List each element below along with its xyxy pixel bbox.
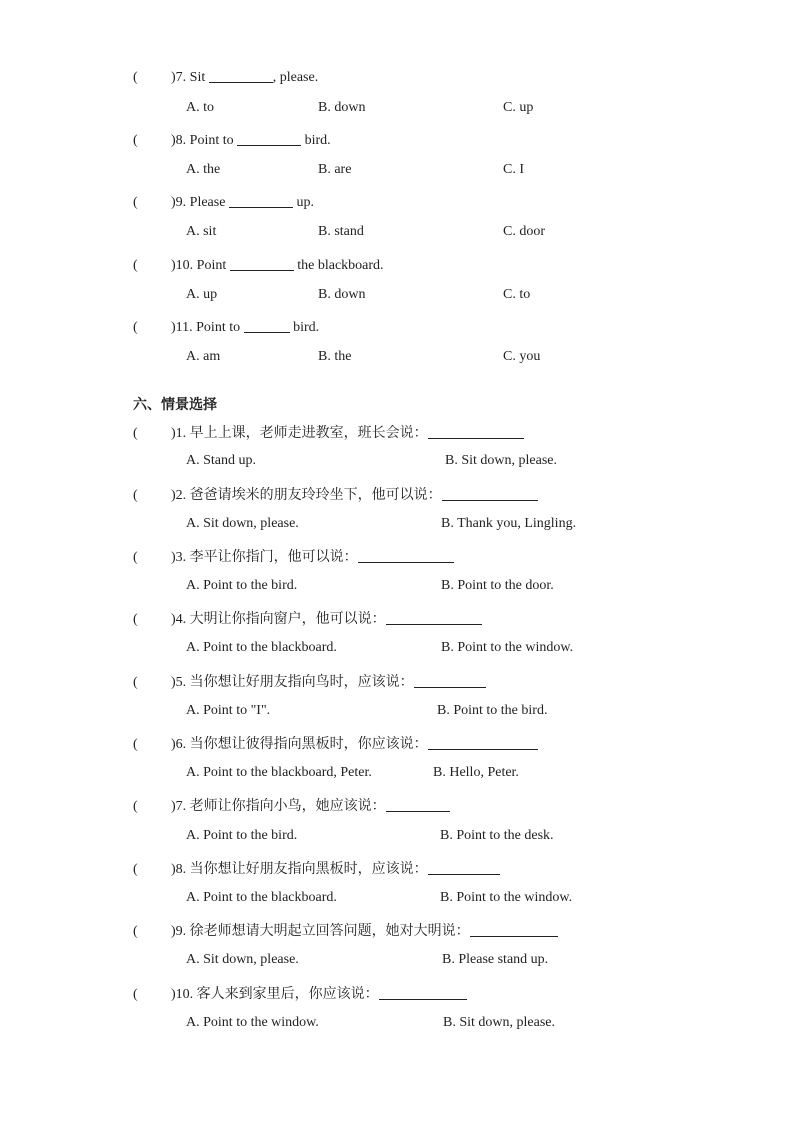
question-stem: [133, 858, 500, 878]
option-b[interactable]: B. down: [318, 287, 366, 302]
answer-blank[interactable]: [386, 610, 482, 625]
question-text: 早上上课，老师走进教室，班长会说：: [189, 426, 428, 441]
question-number: )4.: [171, 612, 187, 627]
question-text: 爸爸请埃米的朋友玲玲坐下，他可以说：: [189, 488, 442, 503]
answer-blank[interactable]: [428, 424, 524, 439]
question-stem: [133, 422, 524, 442]
answer-paren[interactable]: (: [133, 737, 138, 752]
answer-blank[interactable]: [470, 922, 558, 937]
question-text: 当你想让彼得指向黑板时，你应该说：: [189, 737, 428, 752]
answer-blank[interactable]: [379, 985, 467, 1000]
option-a[interactable]: A. Point to the blackboard, Peter.: [186, 765, 372, 780]
option-b[interactable]: B. Hello, Peter.: [433, 765, 519, 780]
question-tail: bird.: [293, 320, 320, 335]
question-number: )8.: [171, 862, 187, 877]
question-number: )9. Please: [171, 195, 226, 210]
answer-paren[interactable]: (: [133, 924, 138, 939]
question-stem: [133, 920, 558, 940]
question-text: 大明让你指向窗户，他可以说：: [189, 612, 386, 627]
question-text: 当你想让好朋友指向鸟时，应该说：: [189, 675, 414, 690]
option-c[interactable]: C. I: [503, 162, 524, 177]
option-a[interactable]: A. Sit down, please.: [186, 952, 299, 967]
question-stem: [133, 795, 450, 815]
option-b[interactable]: B. Thank you, Lingling.: [441, 516, 577, 531]
option-a[interactable]: A. to: [186, 100, 214, 115]
question-tail: up.: [296, 195, 314, 210]
answer-blank[interactable]: [442, 486, 538, 501]
question-stem: [133, 671, 486, 691]
option-a[interactable]: A. Point to the blackboard.: [186, 640, 337, 655]
question-number: )5.: [171, 675, 187, 690]
answer-paren[interactable]: (: [133, 987, 138, 1002]
answer-blank[interactable]: [358, 548, 454, 563]
option-c[interactable]: C. to: [503, 287, 531, 302]
answer-blank[interactable]: [209, 68, 273, 83]
answer-paren[interactable]: (: [133, 862, 138, 877]
question-number: )10. Point: [171, 258, 227, 273]
answer-blank[interactable]: [229, 193, 293, 208]
option-b[interactable]: B. are: [318, 162, 352, 177]
question-number: )7.: [171, 799, 187, 814]
option-b[interactable]: B. Point to the desk.: [440, 828, 554, 843]
question-tail: , please.: [272, 70, 319, 85]
answer-blank[interactable]: [237, 131, 301, 146]
option-c[interactable]: C. you: [503, 349, 541, 364]
question-number: )8. Point to: [171, 133, 234, 148]
question-stem: [133, 256, 384, 274]
option-b[interactable]: B. the: [318, 349, 352, 364]
answer-blank[interactable]: [428, 735, 538, 750]
answer-blank[interactable]: [386, 797, 450, 812]
option-c[interactable]: C. door: [503, 224, 545, 239]
option-a[interactable]: A. Point to the window.: [186, 1015, 319, 1030]
answer-paren[interactable]: (: [133, 550, 138, 565]
option-a[interactable]: A. Point to the blackboard.: [186, 890, 337, 905]
option-b[interactable]: B. Point to the window.: [441, 640, 574, 655]
option-a[interactable]: A. Point to the bird.: [186, 828, 298, 843]
answer-blank[interactable]: [244, 318, 290, 333]
option-a[interactable]: A. am: [186, 349, 221, 364]
question-stem: [133, 484, 538, 504]
question-stem: [133, 318, 319, 336]
option-b[interactable]: B. Point to the bird.: [437, 703, 548, 718]
question-number: )2.: [171, 488, 187, 503]
question-stem: [133, 68, 318, 86]
question-text: 当你想让好朋友指向黑板时，应该说：: [189, 862, 428, 877]
question-text: 客人来到家里后，你应该说：: [196, 987, 379, 1002]
option-a[interactable]: A. Stand up.: [186, 453, 257, 468]
answer-paren[interactable]: (: [133, 195, 138, 210]
answer-blank[interactable]: [230, 256, 294, 271]
question-number: )9.: [171, 924, 187, 939]
answer-paren[interactable]: (: [133, 133, 138, 148]
question-number: )7. Sit: [171, 70, 206, 85]
question-stem: [133, 546, 454, 566]
question-stem: [133, 983, 467, 1003]
answer-blank[interactable]: [414, 673, 486, 688]
option-b[interactable]: B. Point to the window.: [440, 890, 573, 905]
option-b[interactable]: B. down: [318, 100, 366, 115]
question-number: )6.: [171, 737, 187, 752]
option-b[interactable]: B. Sit down, please.: [443, 1015, 555, 1030]
question-number: )10.: [171, 987, 194, 1002]
answer-paren[interactable]: (: [133, 320, 138, 335]
question-tail: bird.: [304, 133, 331, 148]
option-a[interactable]: A. the: [186, 162, 221, 177]
option-a[interactable]: A. Point to "I".: [186, 703, 271, 718]
answer-paren[interactable]: (: [133, 258, 138, 273]
question-text: 徐老师想请大明起立回答问题，她对大明说：: [189, 924, 470, 939]
answer-paren[interactable]: (: [133, 70, 138, 85]
option-a[interactable]: A. sit: [186, 224, 217, 239]
option-c[interactable]: C. up: [503, 100, 534, 115]
answer-paren[interactable]: (: [133, 612, 138, 627]
question-stem: [133, 131, 331, 149]
option-a[interactable]: A. up: [186, 287, 218, 302]
question-number: )3.: [171, 550, 187, 565]
option-b[interactable]: B. Please stand up.: [442, 952, 549, 967]
option-b[interactable]: B. Sit down, please.: [445, 453, 557, 468]
question-number: )11. Point to: [171, 320, 241, 335]
answer-paren[interactable]: (: [133, 799, 138, 814]
question-text: 老师让你指向小鸟，她应该说：: [189, 799, 386, 814]
question-stem: [133, 608, 482, 628]
answer-paren[interactable]: (: [133, 675, 138, 690]
answer-paren[interactable]: (: [133, 488, 138, 503]
answer-paren[interactable]: (: [133, 426, 138, 441]
question-stem: [133, 193, 314, 211]
option-a[interactable]: A. Sit down, please.: [186, 516, 299, 531]
question-text: 李平让你指门，他可以说：: [189, 550, 358, 565]
question-stem: [133, 733, 538, 753]
option-a[interactable]: A. Point to the bird.: [186, 578, 298, 593]
question-tail: the blackboard.: [297, 258, 384, 273]
section-heading: 六、情景选择: [133, 397, 217, 413]
option-b[interactable]: B. stand: [318, 224, 364, 239]
question-number: )1.: [171, 426, 187, 441]
answer-blank[interactable]: [428, 860, 500, 875]
option-b[interactable]: B. Point to the door.: [441, 578, 554, 593]
